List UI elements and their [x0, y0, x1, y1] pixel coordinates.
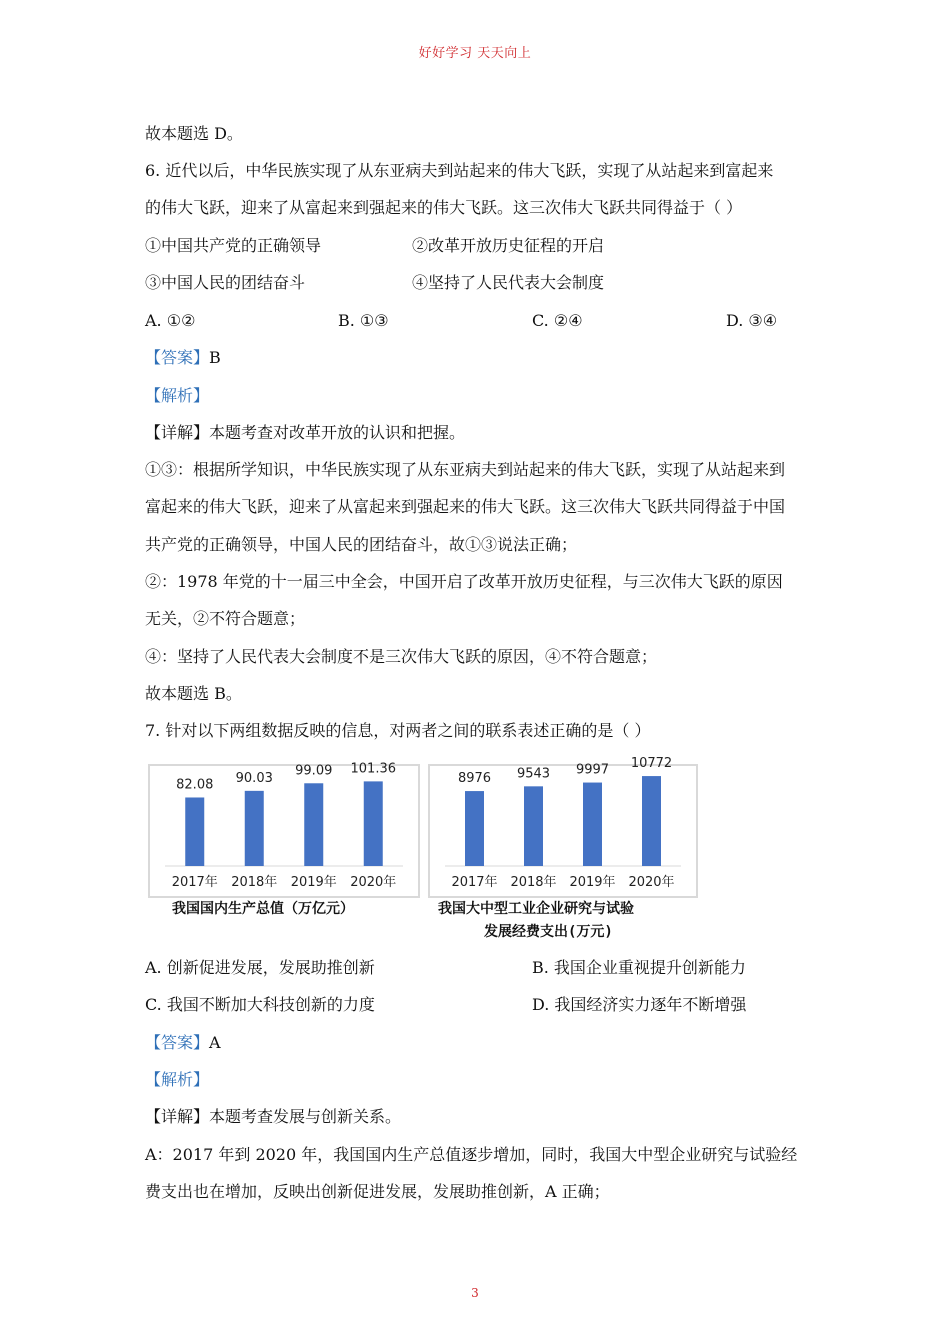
- explanation-line: ①③：根据所学知识，中华民族实现了从东亚病夫到站起来的伟大飞跃，实现了从站起来到: [145, 460, 786, 479]
- q7-option-a: A. 创新促进发展，发展助推创新: [145, 958, 375, 977]
- answer-tag: 【答案】: [145, 348, 210, 367]
- option-a: A. ①②: [145, 311, 196, 330]
- bar: [245, 791, 264, 866]
- detail-6: [145, 423, 465, 443]
- data-label: 10772: [630, 756, 673, 772]
- bar: [465, 791, 484, 866]
- q7-option-c: C. 我国不断加大科技创新的力度: [145, 995, 375, 1014]
- detail-text: 本题考查发展与创新关系。: [209, 1107, 402, 1126]
- x-tick-label: 2017年: [171, 875, 218, 890]
- text-line: 故本题选 D。: [145, 124, 243, 143]
- q7-option-b: B. 我国企业重视提升创新能力: [532, 958, 746, 977]
- option-d: D. ③④: [726, 311, 778, 330]
- detail-text: 本题考查对改革开放的认识和把握。: [209, 423, 466, 442]
- explanation-line: 故本题选 B。: [145, 684, 242, 703]
- data-label: 82.08: [176, 777, 214, 793]
- answer-value: B: [209, 348, 221, 367]
- detail-tag: 【详解】: [145, 423, 210, 442]
- bar: [642, 776, 661, 866]
- question-6-line-2: 的伟大飞跃，迎来了从富起来到强起来的伟大飞跃。这三次伟大飞跃共同得益于（ ）: [145, 198, 743, 217]
- question-7: 7. 针对以下两组数据反映的信息，对两者之间的联系表述正确的是（ ）: [145, 721, 651, 740]
- statement-3: ③中国人民的团结奋斗: [145, 273, 306, 292]
- page-number: 3: [471, 1286, 479, 1300]
- bar: [185, 797, 204, 866]
- x-tick-label: 2019年: [290, 875, 337, 890]
- explanation-line: ②：1978 年党的十一届三中全会，中国开启了改革开放历史征程，与三次伟大飞跃的原因: [145, 572, 783, 591]
- rd-chart-title-line-1: 我国大中型工业企业研究与试验: [438, 901, 634, 917]
- data-label: 90.03: [235, 770, 273, 786]
- explanation-line: 共产党的正确领导，中国人民的团结奋斗，故①③说法正确；: [145, 535, 578, 554]
- bar: [304, 783, 323, 866]
- analysis-tag: 【解析】: [145, 386, 210, 405]
- page-header: 好好学习 天天向上: [418, 46, 532, 61]
- gdp-chart: [148, 761, 420, 898]
- gdp-chart-svg: [150, 761, 418, 896]
- rd-chart-title-line-2: 发展经费支出(万元): [484, 924, 613, 940]
- answer-tag: 【答案】: [145, 1033, 210, 1052]
- q7-option-d: D. 我国经济实力逐年不断增强: [532, 995, 747, 1014]
- answer-value: A: [209, 1033, 221, 1052]
- x-tick-label: 2019年: [569, 875, 616, 890]
- explanation-line: 无关，②不符合题意；: [145, 609, 306, 628]
- bar: [583, 783, 602, 866]
- option-b: B. ①③: [338, 311, 389, 330]
- data-label: 8976: [457, 771, 492, 787]
- rd-chart: [428, 756, 698, 898]
- option-c: C. ②④: [532, 311, 583, 330]
- answer-7: [145, 1033, 221, 1053]
- data-label: 9543: [516, 766, 551, 782]
- data-label: 99.09: [295, 763, 333, 779]
- bar: [364, 781, 383, 866]
- bar: [524, 786, 543, 866]
- statement-1: ①中国共产党的正确领导: [145, 236, 322, 255]
- data-label: 9997: [575, 762, 610, 778]
- x-tick-label: 2020年: [350, 875, 397, 890]
- rd-chart-svg: [430, 756, 696, 896]
- detail-tag: 【详解】: [145, 1107, 210, 1126]
- statement-4: ④坚持了人民代表大会制度: [412, 273, 605, 292]
- statement-2: ②改革开放历史征程的开启: [412, 236, 605, 255]
- explanation-line: 富起来的伟大飞跃，迎来了从富起来到强起来的伟大飞跃。这三次伟大飞跃共同得益于中国: [145, 497, 786, 516]
- answer-6: [145, 348, 221, 368]
- analysis-tag: 【解析】: [145, 1070, 210, 1089]
- x-tick-label: 2020年: [628, 875, 675, 890]
- explanation-line: ④：坚持了人民代表大会制度不是三次伟大飞跃的原因，④不符合题意；: [145, 647, 658, 666]
- explanation-line: 费支出也在增加，反映出创新促进发展，发展助推创新，A 正确；: [145, 1182, 610, 1201]
- gdp-chart-title: 我国国内生产总值（万亿元）: [172, 901, 354, 917]
- x-tick-label: 2018年: [231, 875, 278, 890]
- question-6-line-1: 6. 近代以后，中华民族实现了从东亚病夫到站起来的伟大飞跃，实现了从站起来到富起来: [145, 161, 774, 180]
- data-label: 101.36: [350, 761, 396, 777]
- x-tick-label: 2018年: [510, 875, 557, 890]
- detail-7: [145, 1107, 401, 1127]
- x-tick-label: 2017年: [451, 875, 498, 890]
- explanation-line: A：2017 年到 2020 年，我国国内生产总值逐步增加，同时，我国大中型企业研究与试验经: [145, 1145, 798, 1164]
